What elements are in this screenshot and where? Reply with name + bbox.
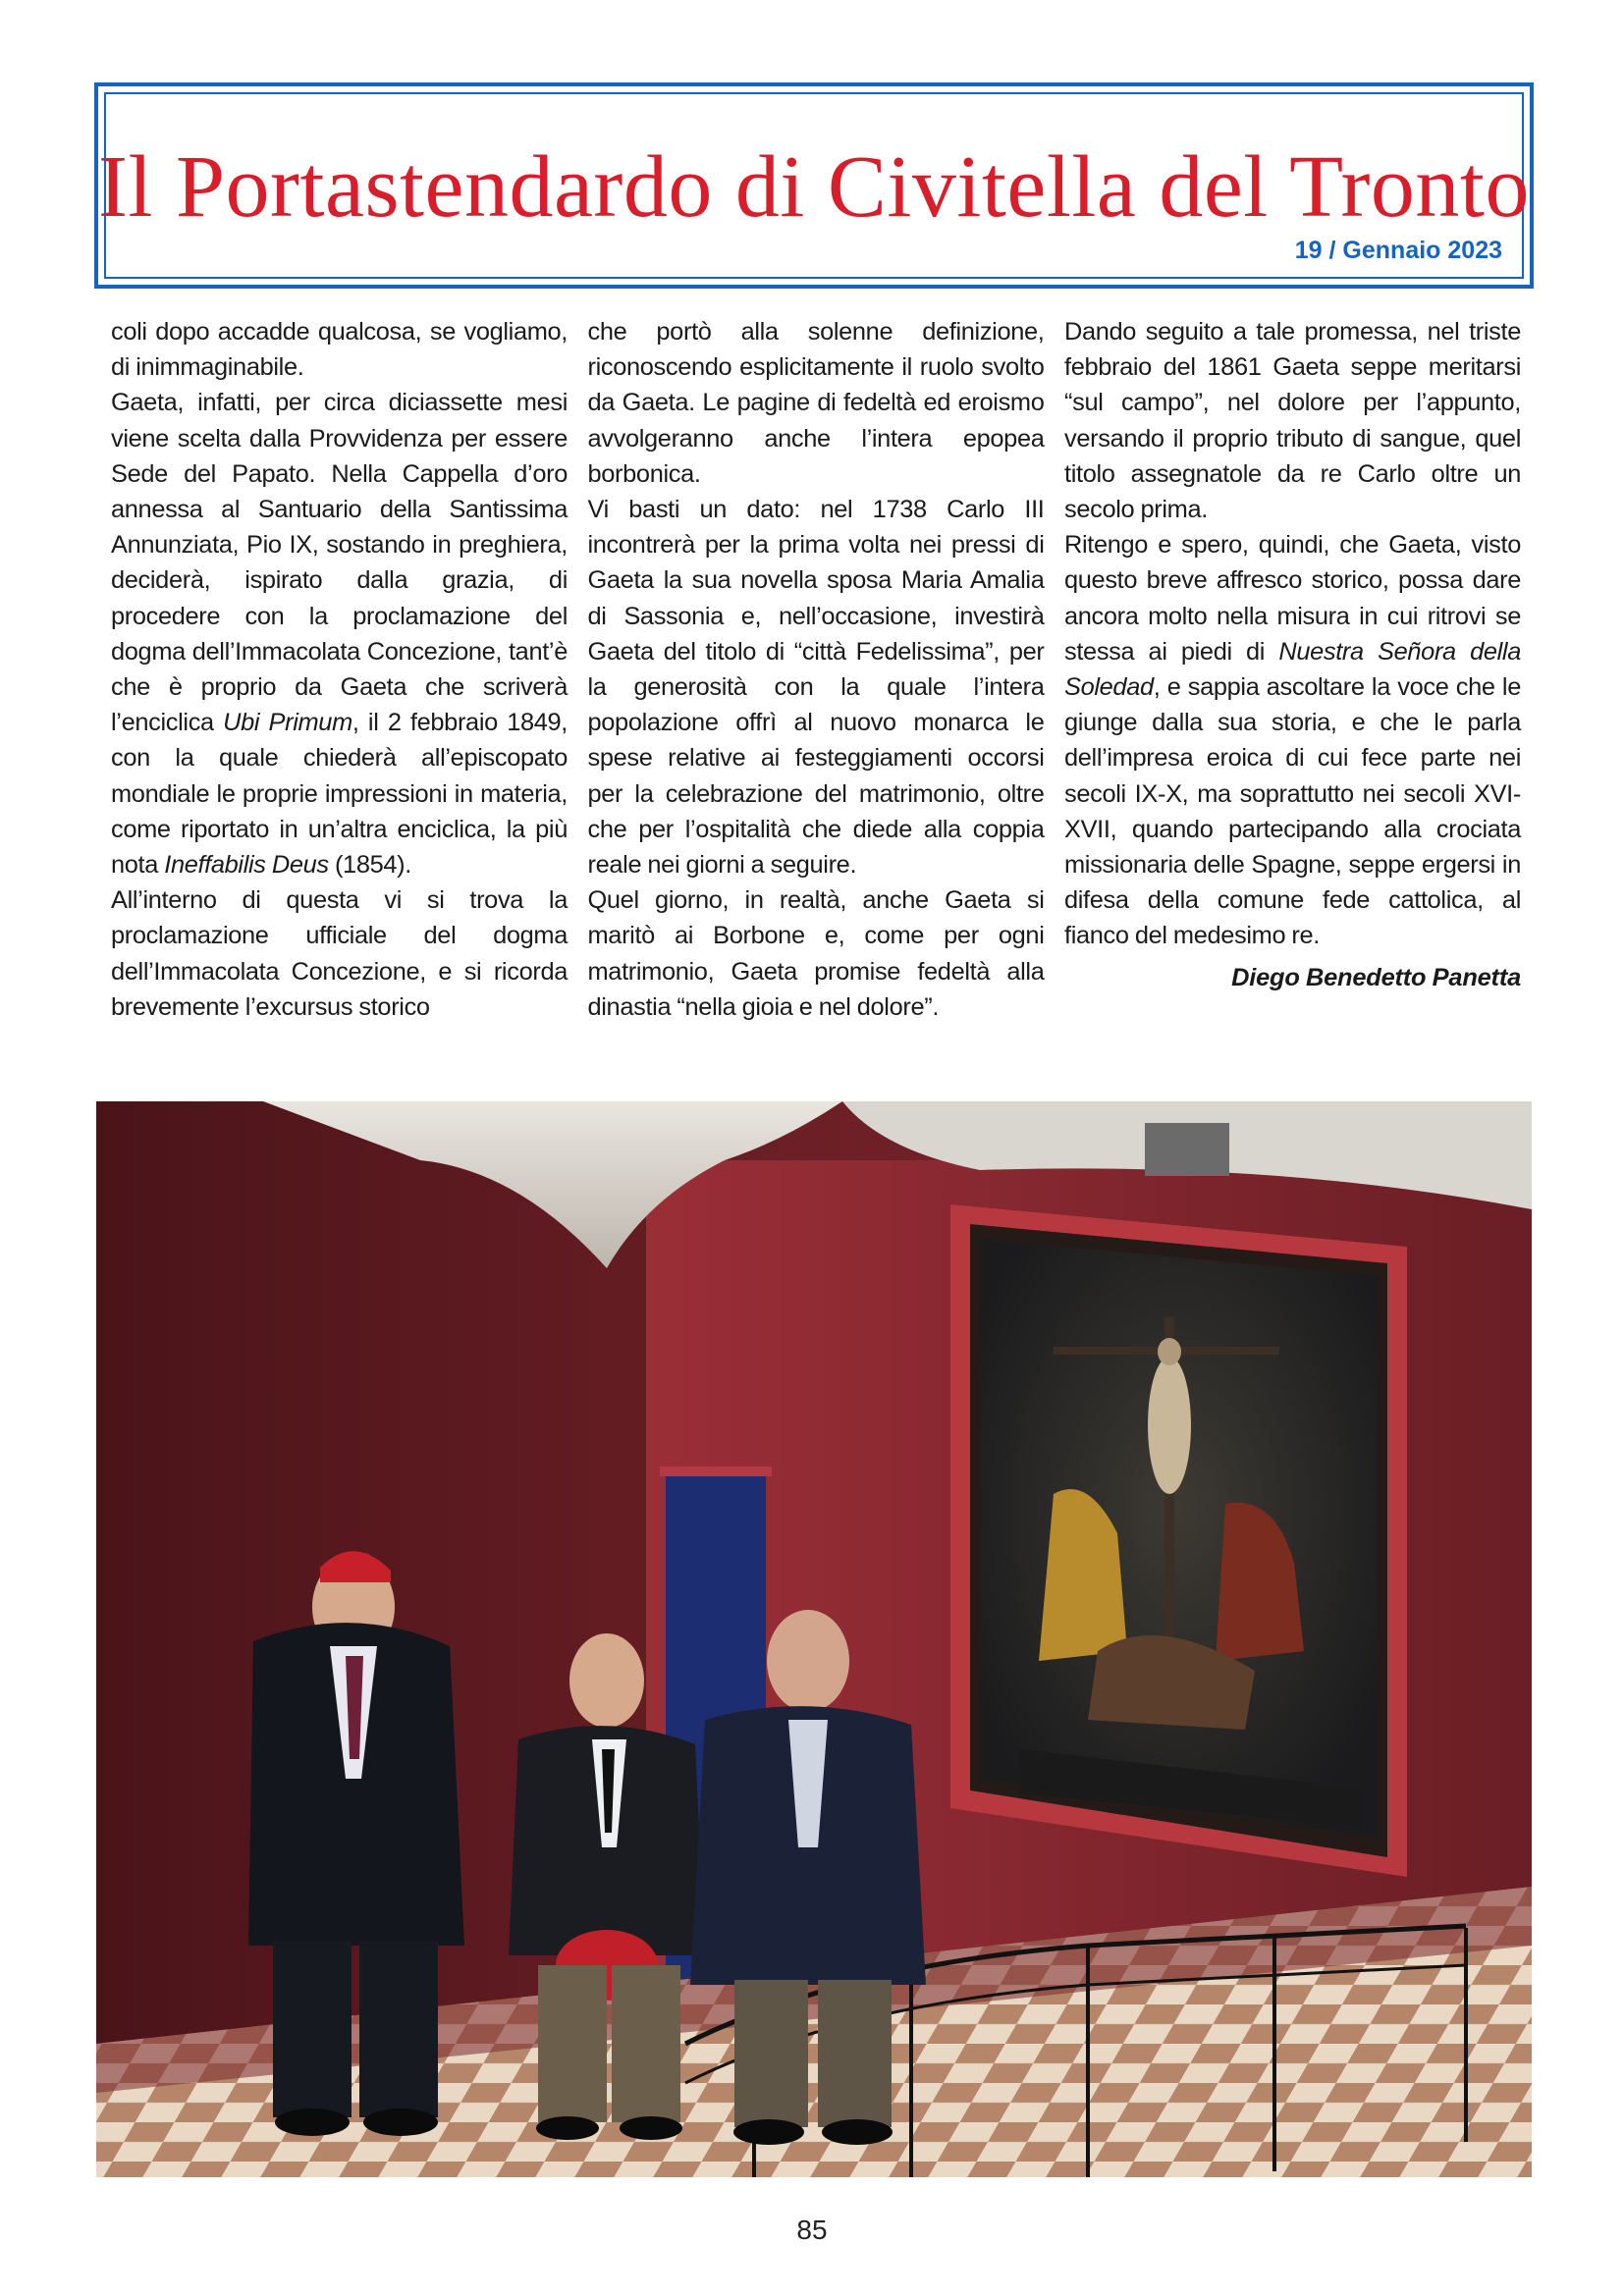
issue-date: 19 / Gennaio 2023 — [1294, 237, 1502, 264]
article-photo — [96, 1101, 1532, 2177]
article-column-1 — [111, 314, 568, 1060]
paragraph: All’interno di questa vi si trova la proclamazione ufficiale del dogma dell’Immacolata Concezione, e si ricorda brevemente l’excursus storico — [111, 886, 568, 1021]
article-column-2 — [588, 314, 1045, 1060]
page-number: 85 — [796, 2215, 828, 2245]
text-run: , il 2 febbraio 1849, con la quale chiederà all’episcopato mondiale le proprie impressioni in materia, come riportato in un’altra enciclica, la più nota — [111, 709, 568, 880]
paragraph: Quel giorno, in realtà, anche Gaeta si maritò ai Borbone e, come per ogni matrimonio, Gaeta promise fedeltà alla dinastia “nella gioia e nel dolore”. — [587, 886, 1045, 1021]
text-run: Gaeta, infatti, per circa diciassette mesi viene scelta dalla Provvidenza per essere Sede del Papato. Nella Cappella d’oro annessa al Santuario della Santissima Annunziata, Pio IX, sostando in preghiera, deciderà, ispirato dalla grazia, di procedere con la proclamazione del dogma dell’Immacolata Concezione, tant’è che è proprio da Gaeta che scriverà l’enciclica — [111, 389, 568, 737]
paragraph — [111, 385, 568, 882]
text-run: , e sappia ascoltare la voce che le giunge dalla sua storia, e che le parla dell’impresa eroica di cui fece parte nei secoli IX-X, ma soprattutto nei secoli XVI-XVII, quando partecipando alla crociata missionaria delle Spagne, seppe ergersi in difesa della comune fede cattolica, al fianco del medesimo re. — [1064, 673, 1521, 950]
paragraph: Dando seguito a tale promessa, nel triste febbraio del 1861 Gaeta seppe meritarsi “sul campo”, nel dolore per l’appunto, versando il proprio tributo di sangue, quel titolo assegnatole da re Carlo oltre un secolo prima. — [1064, 318, 1521, 524]
italic-title: Nuestra Señora della Soledad — [1064, 637, 1521, 702]
masthead — [94, 82, 1534, 289]
paragraph: che portò alla solenne definizione, riconoscendo esplicitamente il ruolo svolto da Gaeta. Le pagine di fedeltà ed eroismo avvolgeranno anche l’intera epopea borbonica. — [587, 318, 1045, 488]
text-run: (1854). — [328, 851, 411, 880]
paragraph — [1064, 527, 1521, 953]
paragraph: coli dopo accadde qualcosa, se vogliamo, di inimmaginabile. — [111, 318, 568, 382]
italic-title: Ubi Primum — [223, 709, 352, 737]
author-signature: Diego Benedetto Panetta — [1231, 963, 1521, 991]
italic-title: Ineffabilis Deus — [164, 851, 329, 880]
paragraph: Vi basti un dato: nel 1738 Carlo III incontrerà per la prima volta nei pressi di Gaeta la sua novella sposa Maria Amalia di Sassonia e, nell’occasione, investirà Gaeta del titolo di “città Fedelissima”, per la generosità con la quale l’intera popolazione offrì al nuovo monarca le spese relative ai festeggiamenti occorsi per la celebrazione del matrimonio, oltre che per l’ospitalità che diede alla coppia reale nei giorni a seguire. — [587, 496, 1045, 880]
photo-illustration — [96, 1101, 1532, 2177]
text-run: Ritengo e spero, quindi, che Gaeta, visto questo breve affresco storico, possa dare ancora molto nella misura in cui ritrovi se stessa ai piedi di — [1064, 531, 1521, 666]
article-column-3 — [1064, 314, 1521, 1060]
article-body — [111, 314, 1521, 1060]
publication-title: Il Portastendardo di Civitella del Tronto — [98, 138, 1530, 236]
